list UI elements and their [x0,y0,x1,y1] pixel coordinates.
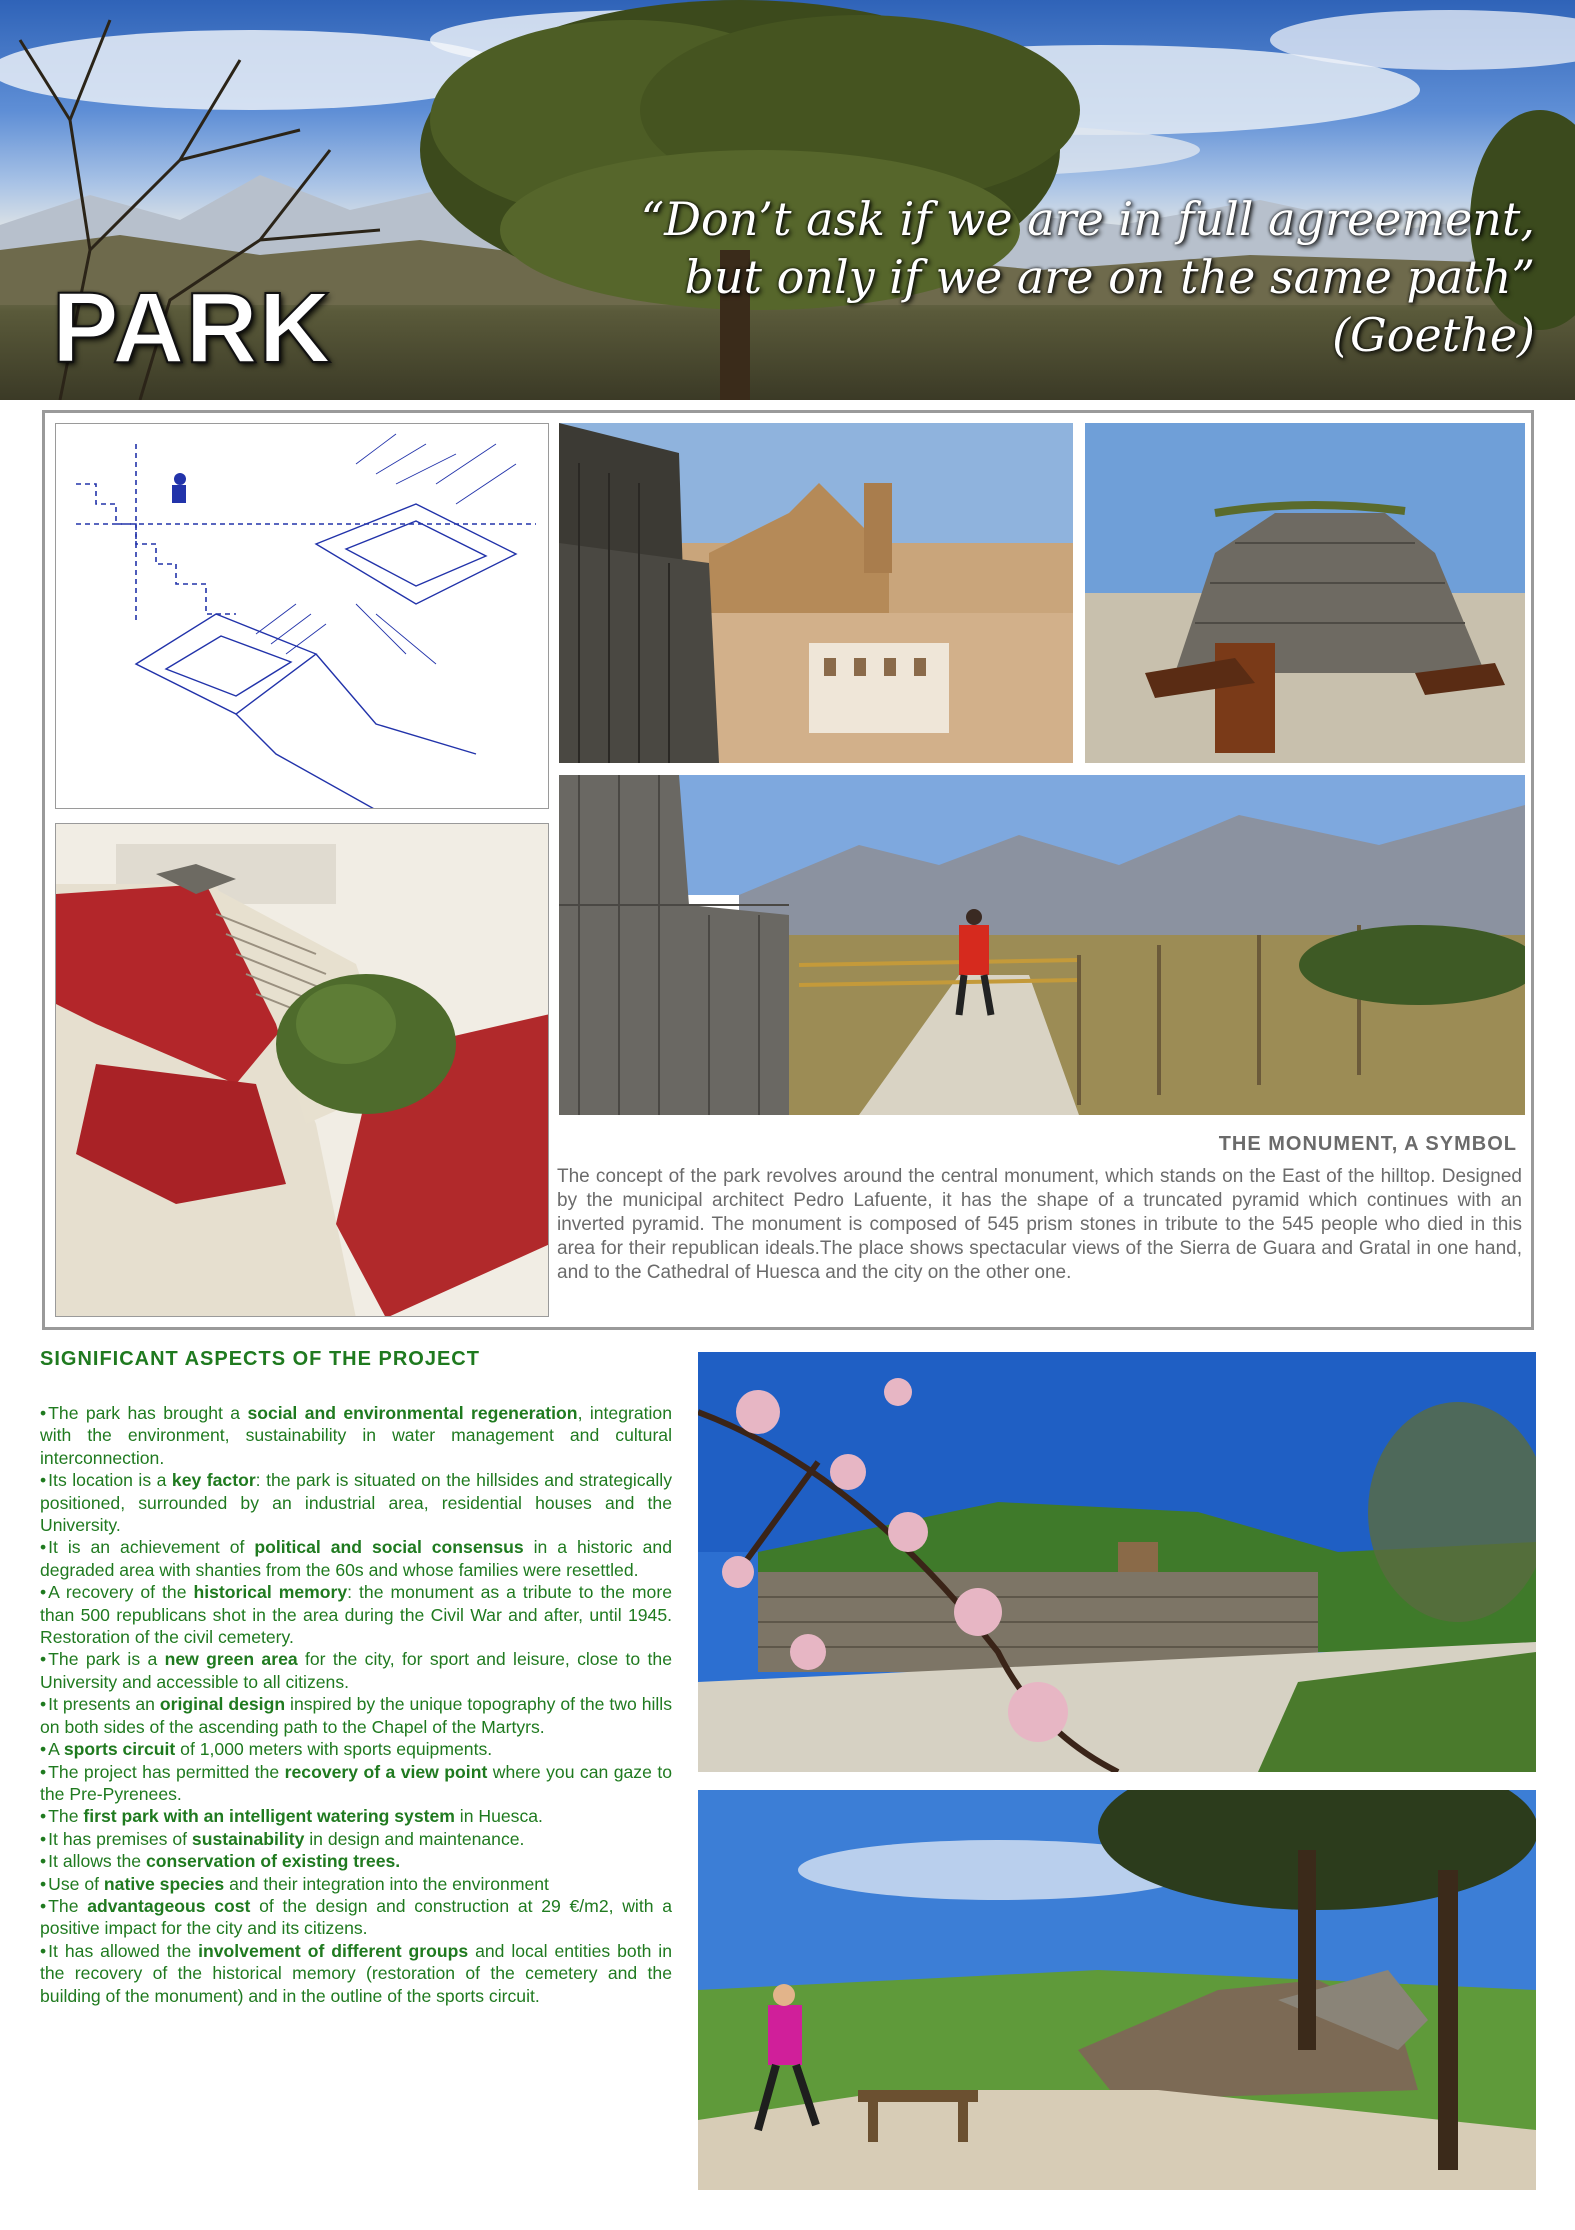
aspect-text: of the design and construction at 29 €/m2, with a positive impact for the city and its citizens. [40,1895,672,1939]
aspect-text: Use of [48,1873,104,1894]
aspect-highlight: key factor [171,1470,256,1491]
aspect-highlight: original design [159,1694,286,1715]
aspects-list [40,1402,672,2007]
monument-section-title: THE MONUMENT, A SYMBOL [1218,1133,1517,1155]
quote-line-2: but only if we are on the same path” [684,250,1535,304]
aspect-highlight: advantageous cost [87,1895,251,1916]
aspect-item [40,1828,672,1850]
aspect-text: It presents an [48,1694,160,1715]
aspect-item [40,1761,672,1806]
aspect-text: for the city, for sport and leisure, close to the University and accessible to all citizens. [40,1649,673,1692]
header-banner [0,0,1575,400]
aspect-text: The park is a [48,1649,165,1670]
aspect-text: The project has permitted the [48,1761,285,1782]
aspect-text: It has allowed the [48,1940,199,1961]
aspect-item [40,1402,672,1469]
aspect-text: : the park is situated on the hillsides and strategically positioned, surrounded by an industrial area, residential houses and the University. [40,1470,673,1536]
aspect-highlight: first park with an intelligent watering system [83,1806,455,1827]
monument-description: The concept of the park revolves around the central monument, which stands on the East of the hilltop. Designed by the municipal architect Pedro Lafuente, it has the shape of a truncated pyramid which continues with an inverted pyramid. The monument is composed of 545 prism stones in tribute to the 545 people who died in this area for their republican ideals.The place shows spectacular views of the Sierra de Guara and Gratal in one hand, and to the Cathedral of Huesca and the city on the other one. [557,1166,1522,1283]
park-rendering [55,823,549,1317]
almond-blossom-photo [698,1352,1536,1772]
goethe-quote [535,190,1535,364]
aspect-item [40,1536,672,1581]
aspect-text: of 1,000 meters with sports equipments. [175,1739,493,1760]
cathedral-city-photo [559,423,1073,763]
aspect-item [40,1850,672,1872]
aspect-item [40,1940,672,2007]
aspect-text: inspired by the unique topography of the two hills on both sides of the ascending path to the Chapel of the Martyrs. [40,1694,673,1737]
aspect-highlight: social and environmental regeneration [247,1403,578,1423]
quote-line-1: “Don’t ask if we are in full agreement, [640,192,1535,246]
aspect-text: Its location is a [48,1470,172,1491]
aspect-text: The [48,1895,88,1916]
aspect-highlight: new green area [164,1649,298,1670]
aspect-text: It has premises of [48,1828,192,1849]
aspect-item [40,1805,672,1827]
pyramid-monument-photo [1085,423,1525,763]
aspect-item [40,1693,672,1738]
aspect-highlight: conservation of existing trees. [145,1851,401,1872]
page-title: PARK [52,272,332,384]
aspect-highlight: native species [103,1873,225,1894]
aspect-highlight: sustainability [191,1828,305,1849]
aspect-highlight: involvement of different groups [198,1940,469,1961]
aspect-text: It allows the [48,1851,146,1872]
aspect-item [40,1895,672,1940]
aspect-text: The park has brought a [48,1403,248,1423]
aspect-item [40,1648,672,1693]
aspect-highlight: political and social consensus [254,1537,524,1558]
jogger-path-photo [698,1790,1536,2190]
aspect-item [40,1873,672,1895]
aspect-item [40,1738,672,1760]
aspect-text: in design and maintenance. [304,1828,525,1849]
aspect-text: , integration with the environment, sustainability in water management and cultural interconnection. [40,1403,672,1468]
aspect-item [40,1581,672,1648]
monument-sketch [55,423,549,809]
quote-author: (Goethe) [1332,308,1535,362]
monument-frame [42,410,1534,1330]
aspect-text: in a historic and degraded area with shanties from the 60s and whose families were resettled. [40,1537,672,1580]
aspects-section-title: SIGNIFICANT ASPECTS OF THE PROJECT [40,1348,480,1370]
aspect-highlight: sports circuit [63,1739,176,1760]
runner-pyramid-photo [559,775,1525,1115]
aspect-text: where you can gaze to the Pre-Pyrenees. [40,1761,672,1804]
aspect-highlight: recovery of a view point [284,1761,488,1782]
aspect-text: : the monument as a tribute to the more than 500 republicans shot in the area during the Civil War and after, until 1945. Restoration of the civil cemetery. [40,1582,672,1648]
aspect-text: and local entities both in the recovery of the historical memory (restoration of the cemetery and the building of the monument) and in the outline of the sports circuit. [40,1940,672,2006]
aspect-text: A recovery of the [48,1582,194,1603]
aspect-text: A [48,1739,64,1760]
aspect-highlight: historical memory [193,1582,348,1603]
aspect-text: The [48,1806,84,1827]
aspect-item [40,1469,672,1536]
aspect-text: It is an achievement of [48,1537,255,1558]
aspect-text: and their integration into the environment [224,1873,549,1894]
aspect-text: in Huesca. [454,1806,543,1827]
